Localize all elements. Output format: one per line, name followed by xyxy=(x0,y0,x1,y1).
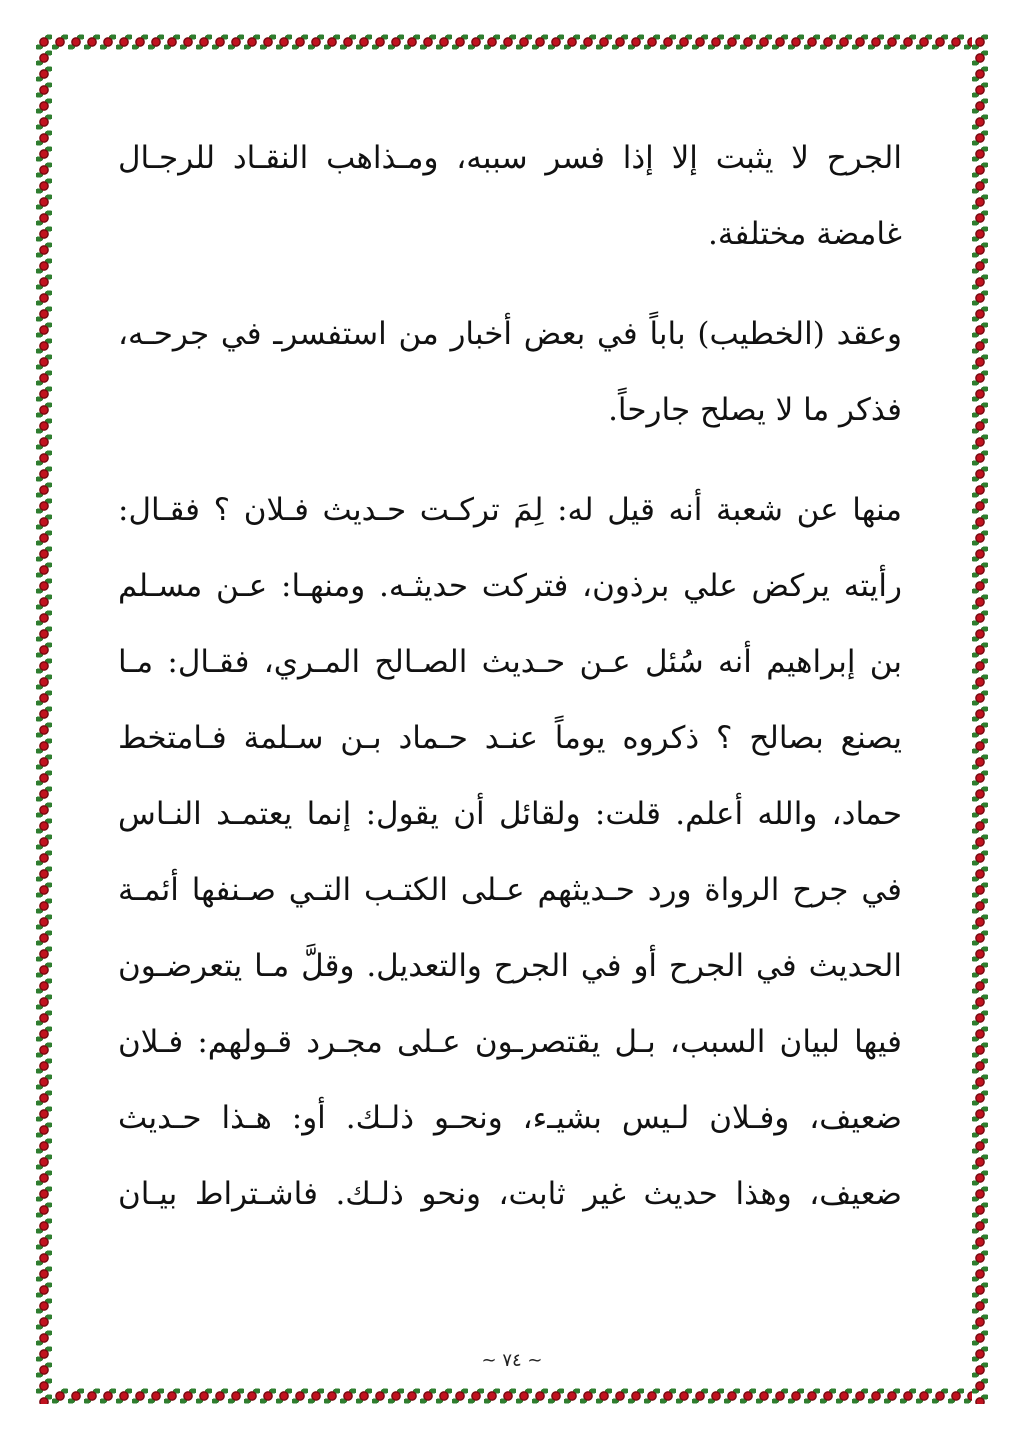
text-line: منها عن شعبة أنه قيل له: لِمَ تركـت حـديث فـلان ؟ فقـال: xyxy=(118,492,902,528)
text-line: الجرح لا يثبت إلا إذا فسر سببه، ومـذاهب النقـاد للرجـال xyxy=(118,140,902,176)
text-line: ضعيف، وفـلان لـيس بشيـء، ونحـو ذلـك. أو: هـذا حـديث xyxy=(118,1100,902,1136)
paragraph-gap xyxy=(118,448,902,472)
text-line: فذكر ما لا يصلح جارحاً. xyxy=(608,392,902,428)
floral-border-right xyxy=(972,34,988,1404)
floral-border-left xyxy=(36,34,52,1404)
text-line: ضعيف، وهذا حديث غير ثابت، ونحو ذلـك. فاشـتراط بيـان xyxy=(118,1176,902,1212)
text-line: وعقد (الخطيب) باباً في بعض أخبار من استفسرـ في جرحـه، xyxy=(118,316,902,352)
paragraph-3 xyxy=(118,472,902,1232)
text-line: فيها لبيان السبب، بـل يقتصرـون عـلى مجـرد قـولهم: فـلان xyxy=(118,1024,902,1060)
text-line: الحديث في الجرح أو في الجرح والتعديل. وقلَّ مـا يتعرضـون xyxy=(118,948,902,984)
text-line: بن إبراهيم أنه سُئل عـن حـديث الصـالح المـري، فقـال: مـا xyxy=(118,644,902,680)
body-text xyxy=(118,120,902,1232)
text-line: يصنع بصالح ؟ ذكروه يوماً عنـد حـماد بـن سـلمة فـامتخط xyxy=(118,720,902,756)
floral-border-bottom xyxy=(36,1388,988,1404)
paragraph-1 xyxy=(118,120,902,272)
page-number: ~ ٧٤ ~ xyxy=(481,1350,543,1371)
text-line: في جرح الرواة ورد حـديثهم عـلى الكتـب التـي صـنفها أئمـة xyxy=(118,872,902,908)
paragraph-2 xyxy=(118,296,902,448)
paragraph-gap xyxy=(118,272,902,296)
floral-border-top xyxy=(36,34,988,50)
text-line: حماد، والله أعلم. قلت: ولقائل أن يقول: إنما يعتمـد النـاس xyxy=(118,796,902,832)
text-line: غامضة مختلفة. xyxy=(707,216,902,252)
text-line: رأيته يركض علي برذون، فتركت حديثـه. ومنهـا: عـن مسـلم xyxy=(118,568,902,604)
